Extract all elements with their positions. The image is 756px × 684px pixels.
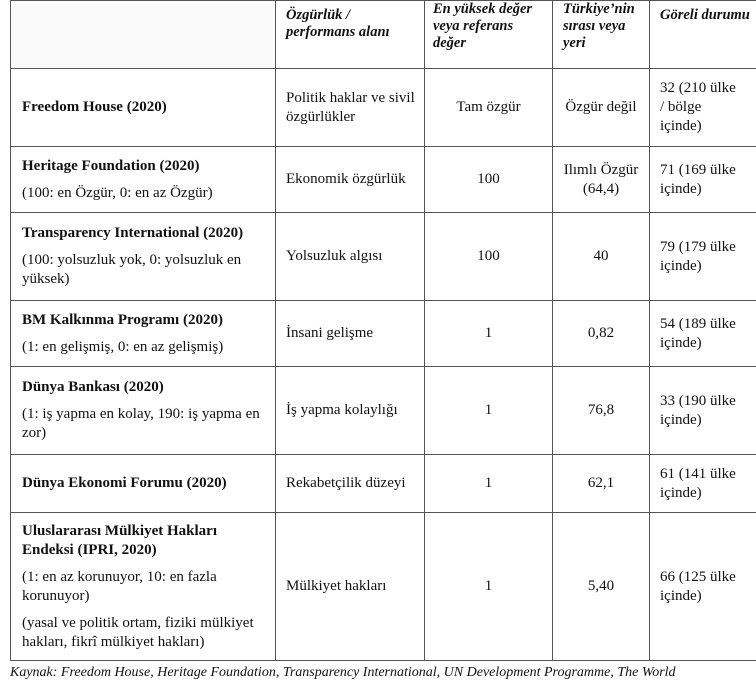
area-cell: Ekonomik özgürlük <box>276 147 425 213</box>
table-row <box>11 367 756 455</box>
indices-table <box>10 0 756 661</box>
index-scale-note: (1: iş yapma en kolay, 190: iş yapma en zor) <box>22 406 260 441</box>
relative-cell: 54 (189 ülke içinde) <box>650 301 756 367</box>
header-area: Özgürlük / performans alanı <box>276 1 425 69</box>
area-cell: İş yapma kolaylığı <box>276 367 425 455</box>
turkey-cell: 76,8 <box>553 367 650 455</box>
table-row <box>11 69 756 147</box>
index-cell <box>11 69 276 147</box>
relative-cell: 33 (190 ülke içinde) <box>650 367 756 455</box>
table-row <box>11 147 756 213</box>
max-cell: 100 <box>425 147 553 213</box>
max-cell: 1 <box>425 367 553 455</box>
index-scale-note: (100: en Özgür, 0: en az Özgür) <box>22 184 213 201</box>
area-cell: Mülkiyet hakları <box>276 513 425 661</box>
max-cell: 100 <box>425 213 553 301</box>
turkey-cell: 0,82 <box>553 301 650 367</box>
turkey-cell: Ilımlı Özgür (64,4) <box>553 147 650 213</box>
index-name: Heritage Foundation (2020) <box>22 157 200 174</box>
header-empty-cell <box>11 1 276 69</box>
table-row <box>11 213 756 301</box>
turkey-cell: Özgür değil <box>553 69 650 147</box>
relative-cell: 71 (169 ülke içinde) <box>650 147 756 213</box>
index-cell <box>11 213 276 301</box>
header-max-value: En yüksek değer veya referans değer <box>425 1 553 69</box>
area-cell: Yolsuzluk algısı <box>276 213 425 301</box>
index-name: Transparency International (2020) <box>22 225 244 241</box>
table-row <box>11 301 756 367</box>
area-cell: Politik haklar ve sivil özgürlükler <box>276 69 425 147</box>
max-cell: Tam özgür <box>425 69 553 147</box>
relative-cell: 66 (125 ülke içinde) <box>650 513 756 661</box>
index-name: Freedom House (2020) <box>22 99 167 115</box>
relative-cell: 79 (179 ülke içinde) <box>650 213 756 301</box>
max-cell: 1 <box>425 301 553 367</box>
header-turkey-rank: Türkiye’nin sırası veya yeri <box>553 1 650 69</box>
index-cell <box>11 455 276 513</box>
turkey-cell: 40 <box>553 213 650 301</box>
max-cell: 1 <box>425 455 553 513</box>
index-name: Uluslararası Mülkiyet Hakları Endeksi (IPRI, 2020) <box>22 522 217 558</box>
relative-cell: 32 (210 ülke / bölge içinde) <box>650 69 756 147</box>
source-caption: Kaynak: Freedom House, Heritage Foundation, Transparency International, UN Development Programme, The World <box>10 665 676 680</box>
max-cell: 1 <box>425 513 553 661</box>
index-name: Dünya Ekonomi Forumu (2020) <box>22 475 227 491</box>
table-row <box>11 513 756 661</box>
index-cell <box>11 367 276 455</box>
index-scale-note: (1: en az korunuyor, 10: en fazla korunuyor) <box>22 568 217 604</box>
index-cell <box>11 147 276 213</box>
turkey-cell: 62,1 <box>553 455 650 513</box>
index-scale-note: (1: en gelişmiş, 0: en az gelişmiş) <box>22 338 224 355</box>
index-name: Dünya Bankası (2020) <box>22 379 164 395</box>
header-relative-status: Göreli durumu <box>650 1 756 69</box>
index-components-note: (yasal ve politik ortam, fiziki mülkiyet hakları, fikrî mülkiyet hakları) <box>22 614 254 650</box>
index-cell <box>11 301 276 367</box>
index-scale-note: (100: yolsuzluk yok, 0: yolsuzluk en yüksek) <box>22 252 242 287</box>
area-cell: Rekabetçilik düzeyi <box>276 455 425 513</box>
turkey-cell: 5,40 <box>553 513 650 661</box>
index-name: BM Kalkınma Programı (2020) <box>22 311 223 328</box>
header-row <box>11 1 756 69</box>
table-row <box>11 455 756 513</box>
relative-cell: 61 (141 ülke içinde) <box>650 455 756 513</box>
index-cell <box>11 513 276 661</box>
area-cell: İnsani gelişme <box>276 301 425 367</box>
